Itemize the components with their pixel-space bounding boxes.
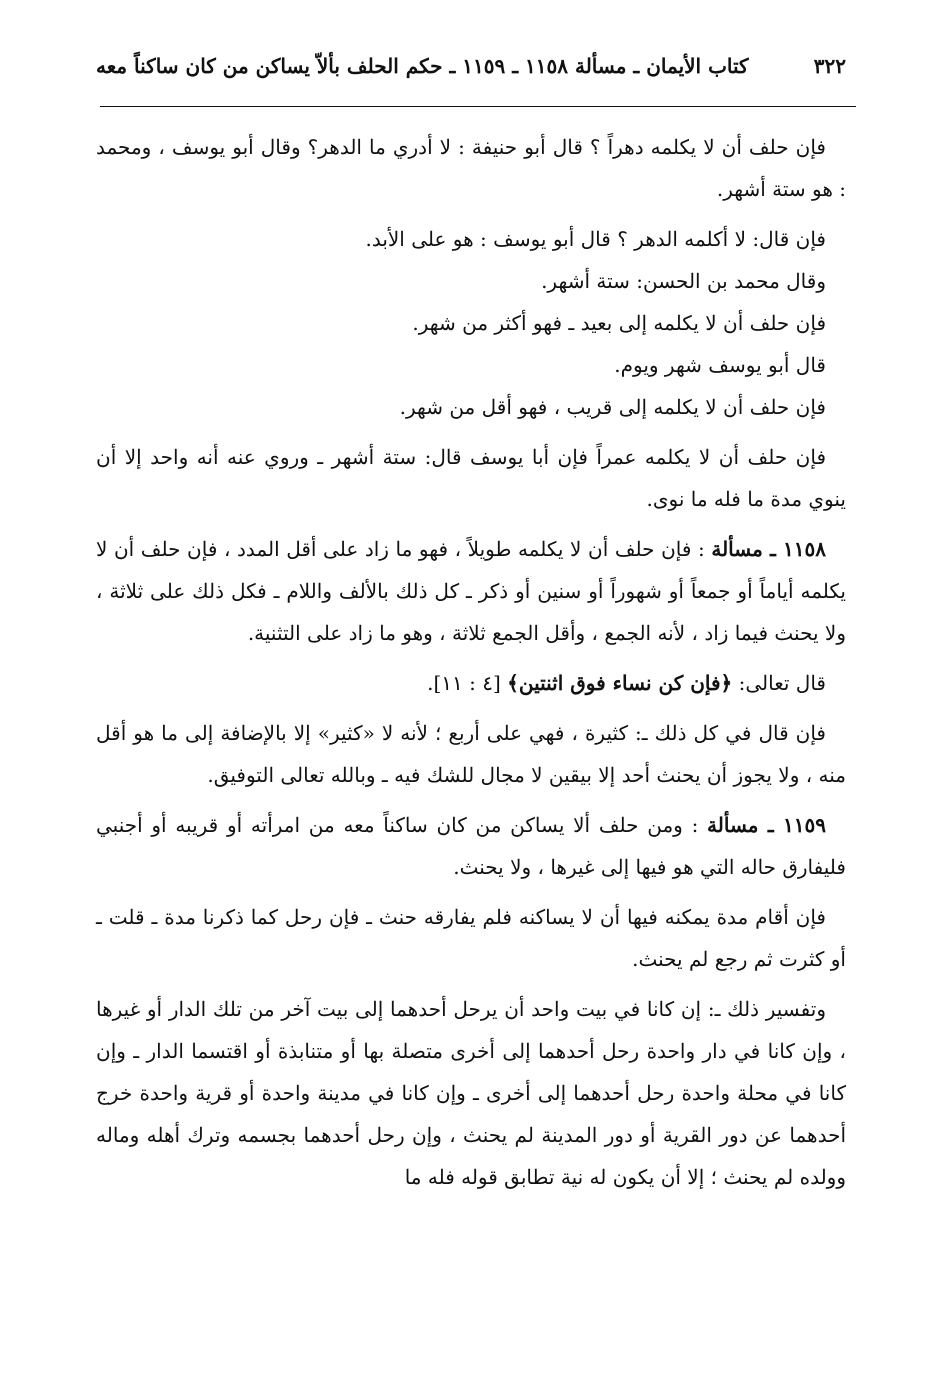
paragraph: فإن أقام مدة يمكنه فيها أن لا يساكنه فلم يفارقه حنث ـ فإن رحل كما ذكرنا مدة ـ قلت ـ أو كثرت ثم رجع لم يحنث. [96, 905, 846, 971]
header-rule [100, 106, 856, 107]
paragraph: فإن قال في كل ذلك ـ: كثيرة ، فهي على أربع ؛ لأنه لا «كثير» إلا بالإضافة إلى ما هو أقل منه ، ولا يجوز أن يحنث أحد إلا بيقين لا مجال للشك فيه ـ وبالله تعالى التوفيق. [96, 721, 846, 787]
paragraph: فإن حلف أن لا يكلمه إلى قريب ، فهو أقل من شهر. [399, 395, 826, 419]
masala-1158 [96, 528, 846, 654]
verse-reference: [٤ : ١١]. [427, 671, 508, 695]
paragraph: فإن حلف أن لا يكلمه عمراً فإن أبا يوسف قال: ستة أشهر ـ وروي عنه أنه واحد إلا أن ينوي مدة ما فله ما نوى. [96, 445, 846, 511]
masala-text: : ومن حلف ألا يساكن من كان ساكناً معه من امرأته أو قريبه أو أجنبي فليفارق حاله التي هو فيها إلى غيرها ، ولا يحنث. [96, 813, 846, 879]
paragraph: وقال محمد بن الحسن: ستة أشهر. [541, 269, 826, 293]
quran-citation [96, 662, 846, 704]
quran-verse: ﴿فإن كن نساء فوق اثنتين﴾ [507, 671, 733, 695]
masala-label: ١١٥٩ ـ مسألة [707, 813, 827, 837]
citation-intro: قال تعالى: [732, 671, 826, 695]
paragraph: قال أبو يوسف شهر ويوم. [614, 353, 826, 377]
body-text [96, 126, 846, 1206]
masala-text: : فإن حلف أن لا يكلمه طويلاً ، فهو ما زاد على أقل المدد ، فإن حلف أن لا يكلمه أياماً أو جمعاً أو شهوراً أو سنين أو ذكر ـ كل ذلك بالألف واللام ـ فكل ذلك على ثلاثة ، ولا يحنث فيما زاد ، لأنه الجمع ، وأقل الجمع ثلاثة ، وهو ما زاد على التثنية. [96, 537, 846, 645]
paragraph: وتفسير ذلك ـ: إن كانا في بيت واحد أن يرحل أحدهما إلى بيت آخر من تلك الدار أو غيرها ، وإن كانا في دار واحدة رحل أحدهما إلى أخرى متصلة بها أو متنابذة أو اقتسما الدار ـ وإن كانا في محلة واحدة رحل أحدهما إلى أخرى ـ وإن كانا في مدينة واحدة أو قرية واحدة خرج أحدهما عن دور القرية أو دور المدينة لم يحنث ، وإن رحل أحدهما بجسمه وترك أهله وماله وولده لم يحنث ؛ إلا أن يكون له نية تطابق قوله فله ما [96, 997, 846, 1189]
running-title: كتاب الأيمان ـ مسألة ١١٥٨ ـ ١١٥٩ ـ حكم الحلف بألاّ يساكن من كان ساكناً معه [96, 54, 749, 78]
masala-1159 [96, 804, 846, 888]
page-number: ٣٢٢ [813, 54, 846, 78]
paragraph: فإن قال: لا أكلمه الدهر ؟ قال أبو يوسف : هو على الأبد. [365, 227, 826, 251]
paragraph: فإن حلف أن لا يكلمه دهراً ؟ قال أبو حنيفة : لا أدري ما الدهر؟ وقال أبو يوسف ، ومحمد : هو ستة أشهر. [96, 135, 846, 201]
running-header [96, 54, 846, 78]
masala-label: ١١٥٨ ـ مسألة [711, 537, 826, 561]
paragraph: فإن حلف أن لا يكلمه إلى بعيد ـ فهو أكثر من شهر. [412, 311, 826, 335]
